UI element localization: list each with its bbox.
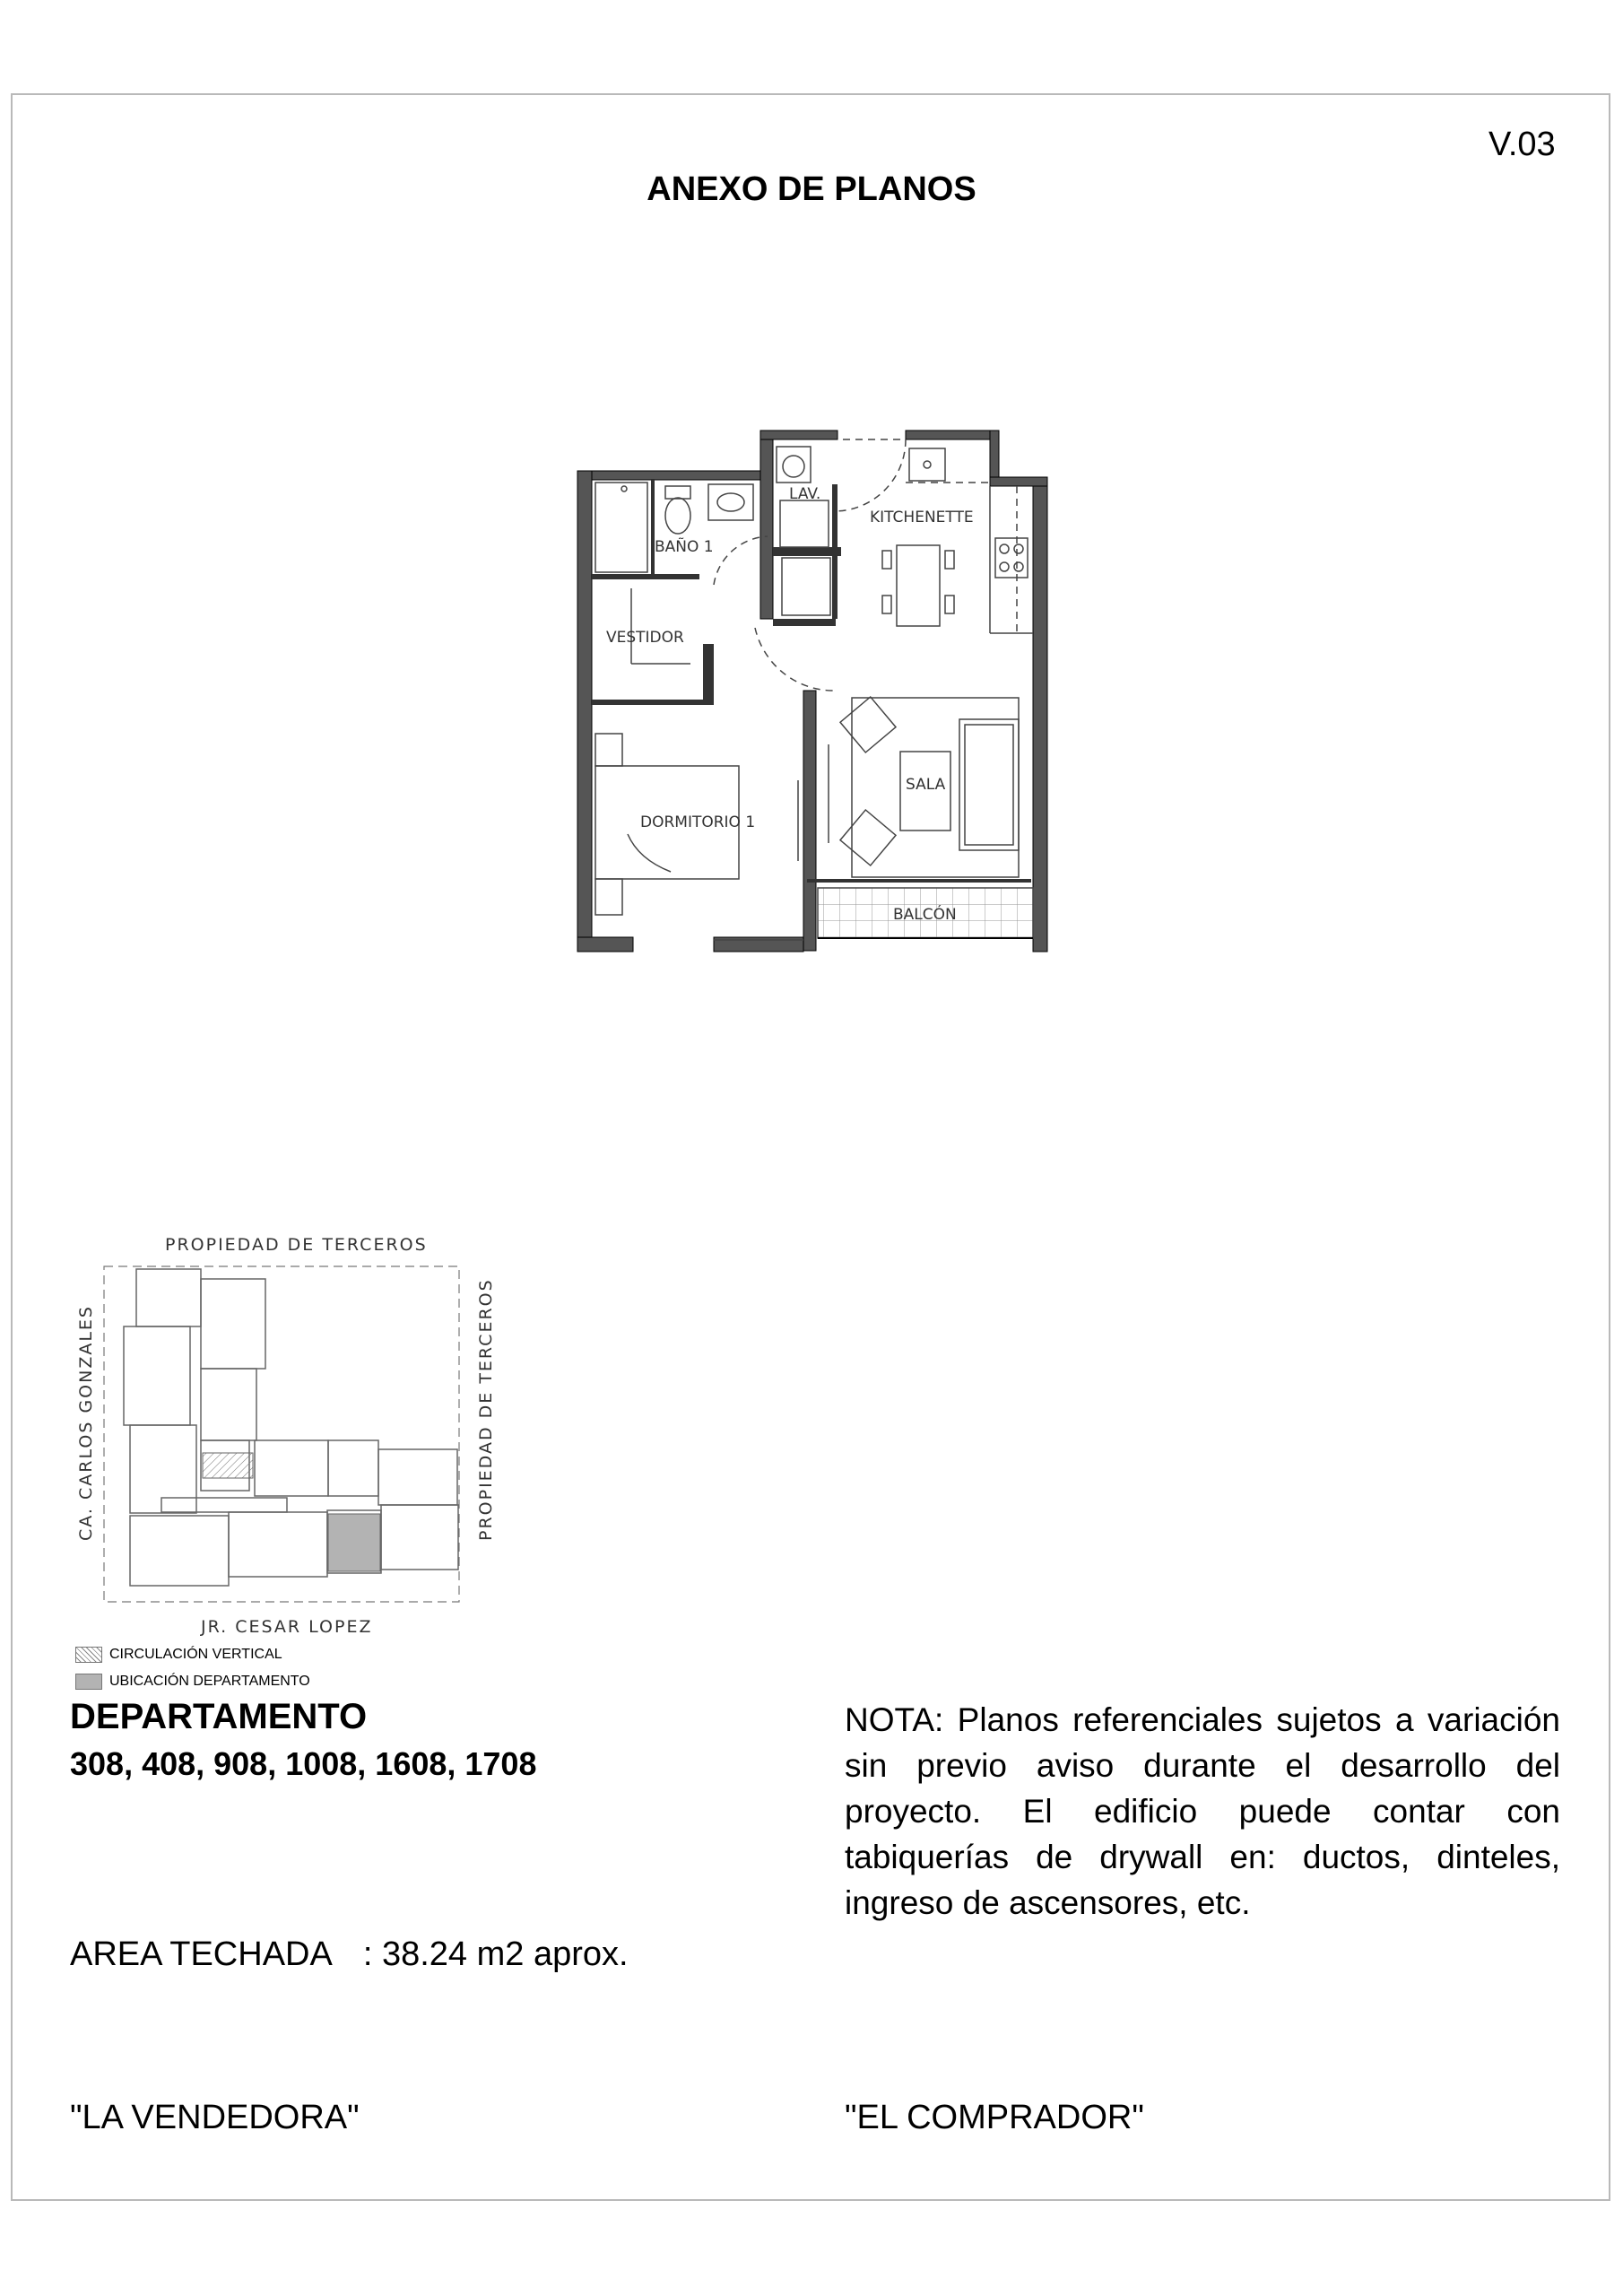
site-label-right: PROPIEDAD DE TERCEROS — [476, 1278, 496, 1541]
seller-signature-label: "LA VENDEDORA" — [70, 2099, 360, 2136]
vertical-circulation-mark — [203, 1453, 253, 1478]
site-plan — [76, 1235, 496, 1637]
apartment-units: 308, 408, 908, 1008, 1608, 1708 — [70, 1745, 537, 1782]
site-label-bottom: JR. CESAR LOPEZ — [201, 1617, 373, 1637]
gray-swatch-icon — [75, 1674, 102, 1690]
page-title: ANEXO DE PLANOS — [647, 170, 976, 208]
legend-label: CIRCULACIÓN VERTICAL — [109, 1647, 282, 1663]
room-label-dormitorio: DORMITORIO 1 — [640, 813, 756, 831]
bathroom-fixtures — [595, 483, 768, 585]
area-label: AREA TECHADA — [70, 1935, 333, 1973]
bedroom-furniture — [595, 734, 803, 940]
legend-unit-location — [75, 1674, 310, 1690]
buyer-signature-label: "EL COMPRADOR" — [845, 2099, 1144, 2136]
hatch-swatch-icon — [75, 1647, 102, 1663]
laundry-area — [777, 439, 906, 615]
version-label: V.03 — [1488, 126, 1556, 163]
legend-label: UBICACIÓN DEPARTAMENTO — [109, 1674, 310, 1690]
unit-location-mark — [328, 1514, 380, 1571]
site-label-left: CA. CARLOS GONZALES — [76, 1305, 96, 1541]
room-label-balcon: BALCÓN — [893, 906, 957, 924]
floor-plan — [577, 430, 1047, 952]
room-label-bano: BAÑO 1 — [655, 538, 714, 556]
roofed-area — [70, 1935, 629, 1974]
site-buildings — [124, 1269, 458, 1586]
room-label-sala: SALA — [906, 776, 946, 794]
disclaimer-note: NOTA: Planos referenciales sujetos a variación sin previo aviso durante el desarrollo del proyecto. El edificio puede contar con tabiquerías de drywall en: ductos, dinteles, ingreso de ascensores, etc. — [845, 1701, 1560, 1921]
room-label-lavanderia: LAV. — [789, 485, 821, 503]
site-label-top: PROPIEDAD DE TERCEROS — [165, 1235, 428, 1255]
site-boundary — [104, 1266, 459, 1602]
area-value: : 38.24 m2 aprox. — [362, 1935, 629, 1973]
room-label-kitchenette: KITCHENETTE — [870, 509, 974, 526]
kitchenette-fixtures — [882, 448, 1033, 633]
legend-vertical-circulation — [75, 1647, 282, 1663]
apartment-label: DEPARTAMENTO — [70, 1697, 368, 1736]
room-label-vestidor: VESTIDOR — [606, 629, 684, 647]
